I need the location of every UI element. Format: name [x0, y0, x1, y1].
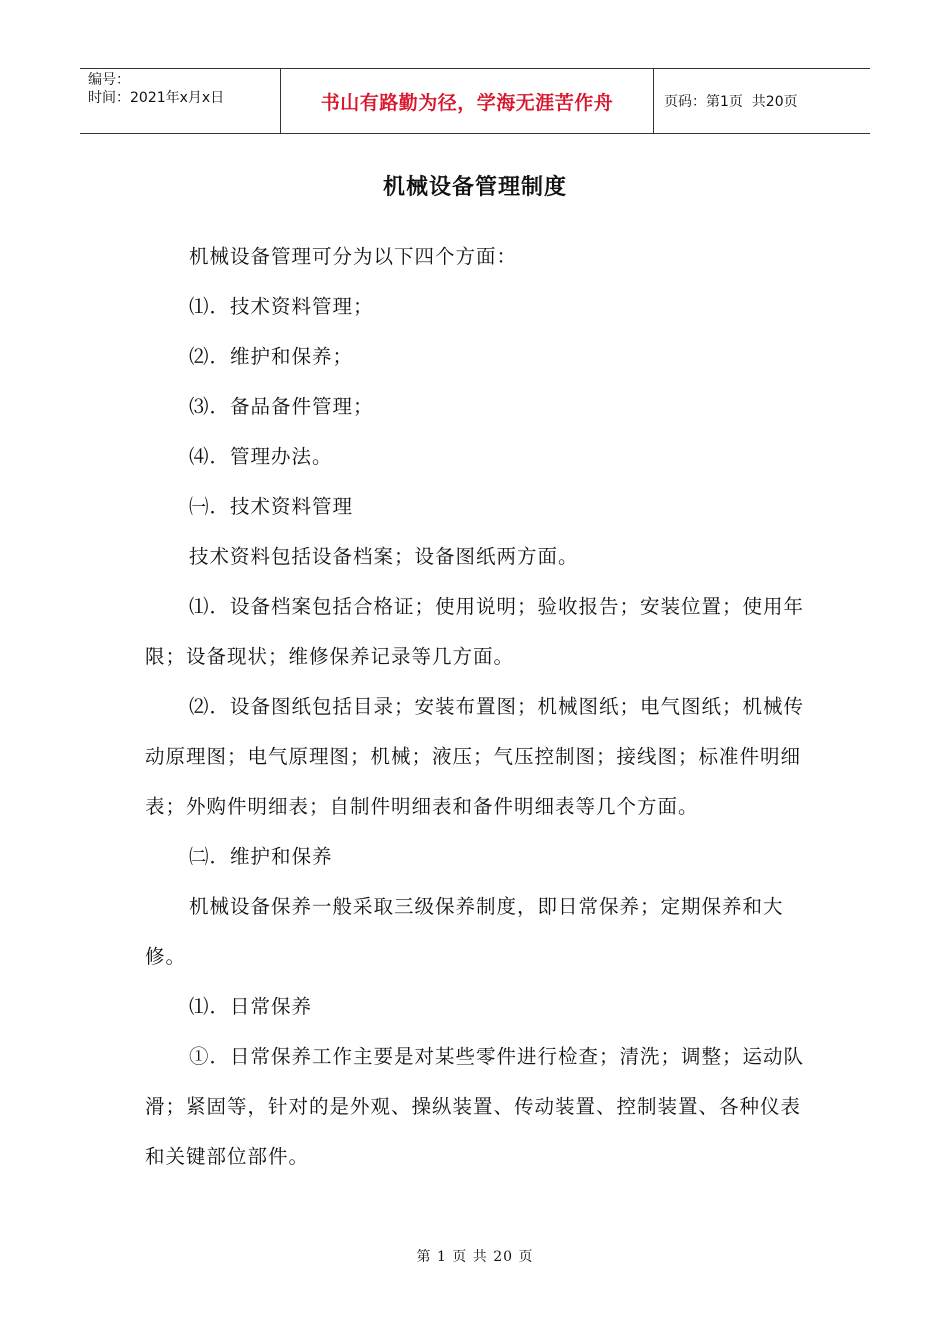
- paragraph: 技术资料包括设备档案；设备图纸两方面。: [189, 545, 579, 568]
- paragraph: ⑶．备品备件管理；: [189, 395, 374, 418]
- document-header: [80, 68, 870, 134]
- paragraph: ⑴．技术资料管理；: [189, 295, 374, 318]
- time-label: 时间：2021年x月x日: [88, 90, 225, 106]
- document-body: [145, 232, 815, 1182]
- page-footer-text: 第 1 页 共 20 页: [416, 1249, 534, 1265]
- page-info-text: 页码：第1页 共20页: [664, 94, 798, 110]
- paragraph: ⑵．维护和保养；: [189, 345, 354, 368]
- header-motto: 书山有路勤为径，学海无涯苦作舟: [281, 69, 654, 133]
- paragraph: ⑷．管理办法。: [189, 445, 333, 468]
- header-meta: [80, 69, 281, 133]
- paragraph: ⑵．设备图纸包括目录；安装布置图；机械图纸；电气图纸；机械传动原理图；电气原理图；机械；液压；气压控制图；接线图；标准件明细表；外购件明细表；自制件明细表和备件明细表等几个方面。: [145, 695, 805, 818]
- paragraph: 机械设备保养一般采取三级保养制度，即日常保养；定期保养和大修。: [145, 895, 784, 968]
- number-label: 编号：: [88, 72, 130, 88]
- paragraph: 机械设备管理可分为以下四个方面：: [189, 245, 518, 268]
- document-title: 机械设备管理制度: [382, 175, 567, 200]
- paragraph: ①．日常保养工作主要是对某些零件进行检查；清洗；调整；运动队滑；紧固等，针对的是外观、操纵装置、传动装置、控制装置、各种仪表和关键部位部件。: [145, 1045, 805, 1168]
- paragraph: ⑴．设备档案包括合格证；使用说明；验收报告；安装位置；使用年限；设备现状；维修保养记录等几方面。: [145, 595, 805, 668]
- section-heading: ㈡．维护和保养: [189, 845, 333, 868]
- section-heading: ㈠．技术资料管理: [189, 495, 354, 518]
- paragraph: ⑴．日常保养: [189, 995, 313, 1018]
- header-page-info: [654, 69, 870, 133]
- page-footer: [0, 1246, 950, 1266]
